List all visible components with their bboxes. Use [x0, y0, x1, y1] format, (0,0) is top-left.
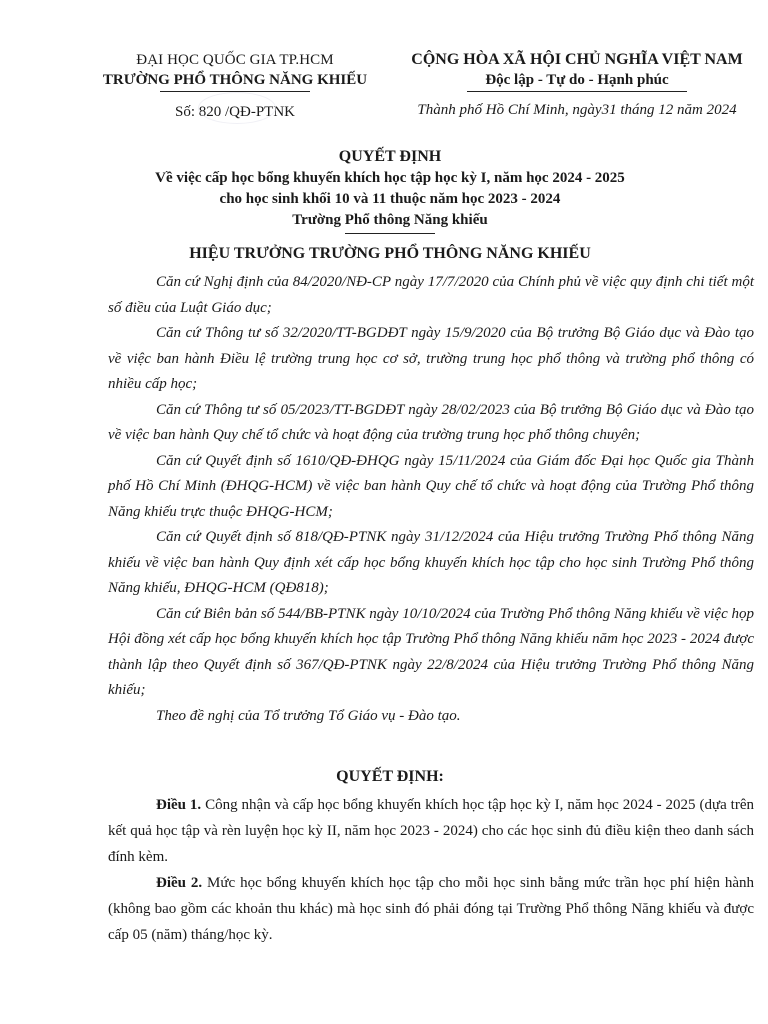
faint-stamp-mark	[198, 92, 276, 124]
article-label: Điều 2.	[156, 875, 203, 891]
country-name: CỘNG HÒA XÃ HỘI CHỦ NGHĨA VIỆT NAM	[411, 51, 743, 68]
decision-heading: QUYẾT ĐỊNH:	[336, 768, 444, 785]
ground-paragraph: Căn cứ Biên bản số 544/BB-PTNK ngày 10/10/2024 của Trường Phổ thông Năng khiếu về việc họp Hội đồng xét cấp học bổng khuyến khích học tập Trường Phổ thông Năng khiếu năm học 2023 - 2024 được thành lập theo Quyết định số 367/QĐ-PTNK ngày 22/8/2024 của Hiệu trưởng Trường Phổ thông Năng khiếu;	[108, 605, 754, 698]
national-motto: Độc lập - Tự do - Hạnh phúc	[485, 72, 669, 88]
article-2	[108, 870, 754, 948]
title-heading: QUYẾT ĐỊNH	[338, 148, 442, 165]
principal-heading: HIỆU TRƯỞNG TRƯỜNG PHỔ THÔNG NĂNG KHIẾU	[189, 245, 591, 262]
article-text: Công nhận và cấp học bổng khuyến khích học tập học kỳ I, năm học 2024 - 2025 (dựa trên kết quả học tập và rèn luyện học kỳ II, năm học 2023 - 2024) cho các học sinh đủ điều kiện theo danh sách đính kèm.	[108, 797, 755, 865]
article-1	[108, 792, 754, 870]
title-line-1: Về việc cấp học bổng khuyến khích học tập học kỳ I, năm học 2024 - 2025	[155, 170, 625, 186]
article-label: Điều 1.	[156, 797, 202, 813]
title-line-3: Trường Phổ thông Năng khiếu	[292, 212, 488, 228]
articles	[108, 792, 754, 948]
decision-title	[60, 146, 720, 234]
ground-paragraph: Theo đề nghị của Tổ trưởng Tổ Giáo vụ - Đào tạo.	[156, 707, 461, 724]
ground-paragraph: Căn cứ Nghị định của 84/2020/NĐ-CP ngày 17/7/2020 của Chính phủ về việc quy định chi tiết một số điều của Luật Giáo dục;	[108, 274, 754, 316]
school-name: TRƯỜNG PHỔ THÔNG NĂNG KHIẾU	[102, 72, 368, 88]
national-header	[392, 50, 762, 120]
ground-paragraph: Căn cứ Thông tư số 32/2020/TT-BGDĐT ngày 15/9/2020 của Bộ trưởng Bộ Giáo dục và Đào tạo về việc ban hành Điều lệ trường trung học cơ sở, trường trung học phổ thông và trường phổ thông có nhiều cấp học;	[108, 325, 754, 392]
document-number: Số: 820 /QĐ-PTNK	[174, 104, 295, 120]
ground-paragraph: Căn cứ Quyết định số 818/QĐ-PTNK ngày 31/12/2024 của Hiệu trưởng Trường Phổ thông Năng khiếu về việc ban hành Quy định xét cấp học bổng khuyến khích học tập cho học sinh Trường Phổ thông Năng khiếu, ĐHQG-HCM (QĐ818);	[108, 529, 754, 596]
issue-date: Thành phố Hồ Chí Minh, ngày31 tháng 12 năm 2024	[417, 102, 737, 118]
title-line-2: cho học sinh khối 10 và 11 thuộc năm học 2023 - 2024	[219, 191, 561, 207]
motto-underline	[467, 91, 687, 92]
legal-grounds	[108, 270, 754, 729]
article-text: Mức học bổng khuyến khích học tập cho mỗi học sinh bằng mức trần học phí hiện hành (không bao gồm các khoản thu khác) mà học sinh đó phải đóng tại Trường Phổ thông Năng khiếu và được cấp 05 (năm) tháng/học kỳ.	[108, 875, 754, 943]
title-underline	[345, 233, 435, 234]
ground-paragraph: Căn cứ Quyết định số 1610/QĐ-ĐHQG ngày 15/11/2024 của Giám đốc Đại học Quốc gia Thành phố Hồ Chí Minh (ĐHQG-HCM) về việc ban hành Quy chế tổ chức và hoạt động của Trường Phổ thông Năng khiếu trực thuộc ĐHQG-HCM;	[108, 452, 754, 520]
university-name: ĐẠI HỌC QUỐC GIA TP.HCM	[136, 52, 334, 68]
ground-paragraph: Căn cứ Thông tư số 05/2023/TT-BGDĐT ngày 28/02/2023 của Bộ trưởng Bộ Giáo dục và Đào tạo về việc ban hành Quy chế tổ chức và hoạt động của trường trung học phổ thông chuyên;	[108, 401, 754, 443]
